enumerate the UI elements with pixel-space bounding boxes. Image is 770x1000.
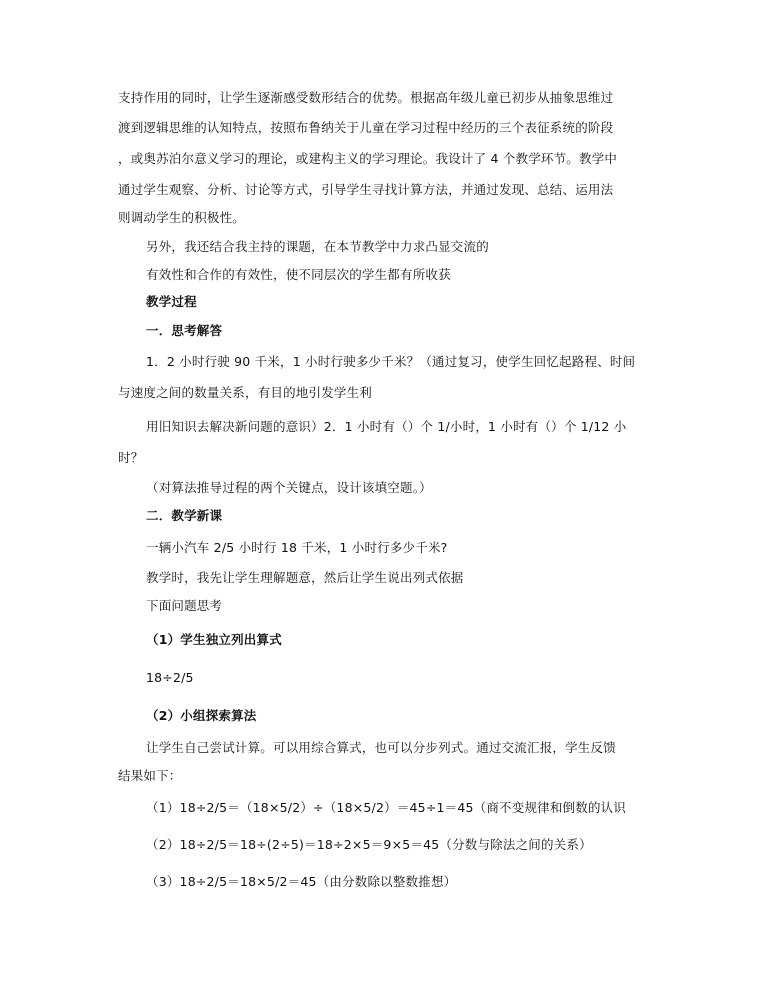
paragraph-line: 渡到逻辑思维的认知特点，按照布鲁纳关于儿童在学习过程中经历的三个表征系统的阶段 (118, 120, 614, 135)
formula-line: （1）18÷2/5＝（18×5/2）÷（18×5/2）＝45÷1＝45（商不变规律和倒数的认识 (146, 800, 627, 815)
paragraph-line: 一辆小汽车 2/5 小时行 18 千米，1 小时行多少千米? (146, 540, 448, 555)
paragraph-line: 下面问题思考 (146, 598, 223, 613)
section-heading: 二．教学新课 (146, 508, 223, 523)
paragraph-line: 用旧知识去解决新问题的意识）2．1 小时有（）个 1/小时，1 小时有（）个 1/12 小 (146, 419, 627, 434)
paragraph-line: ，或奥苏泊尔意义学习的理论，或建构主义的学习理论。我设计了 4 个教学环节。教学中 (118, 151, 618, 166)
paragraph-line: 通过学生观察、分析、讨论等方式，引导学生寻找计算方法，并通过发现、总结、运用法 (118, 182, 614, 197)
subsection-heading: （2）小组探索算法 (146, 708, 257, 723)
subsection-heading: （1）学生独立列出算式 (146, 632, 282, 647)
paragraph-line: 则调动学生的积极性。 (118, 210, 246, 225)
section-heading: 一．思考解答 (146, 323, 223, 338)
paragraph-line: 支持作用的同时，让学生逐渐感受数形结合的优势。根据高年级儿童已初步从抽象思维过 (118, 90, 614, 105)
section-heading: 教学过程 (146, 294, 197, 309)
paragraph-line: 时？ (118, 450, 144, 465)
paragraph-line: （对算法推导过程的两个关键点，设计该填空题。） (146, 480, 432, 495)
paragraph-line: 让学生自己尝试计算。可以用综合算式，也可以分步列式。通过交流汇报，学生反馈 (146, 740, 616, 755)
paragraph-line: 有效性和合作的有效性，使不同层次的学生都有所收获 (146, 267, 451, 282)
paragraph-line: 另外，我还结合我主持的课题，在本节教学中力求凸显交流的 (146, 239, 489, 254)
formula-line: （3）18÷2/5＝18×5/2＝45（由分数除以整数推想） (146, 874, 457, 889)
formula-line: 18÷2/5 (146, 670, 194, 685)
paragraph-line: 教学时，我先让学生理解题意，然后让学生说出列式依据 (146, 570, 464, 585)
paragraph-line: 与速度之间的数量关系，有目的地引发学生利 (118, 385, 373, 400)
paragraph-line: 结果如下： (118, 768, 182, 783)
paragraph-line: 1．2 小时行驶 90 千米，1 小时行驶多少千米？（通过复习，使学生回忆起路程、时间 (146, 354, 636, 369)
formula-line: （2）18÷2/5＝18÷(2÷5)＝18÷2×5＝9×5＝45（分数与除法之间的关系） (146, 837, 592, 852)
